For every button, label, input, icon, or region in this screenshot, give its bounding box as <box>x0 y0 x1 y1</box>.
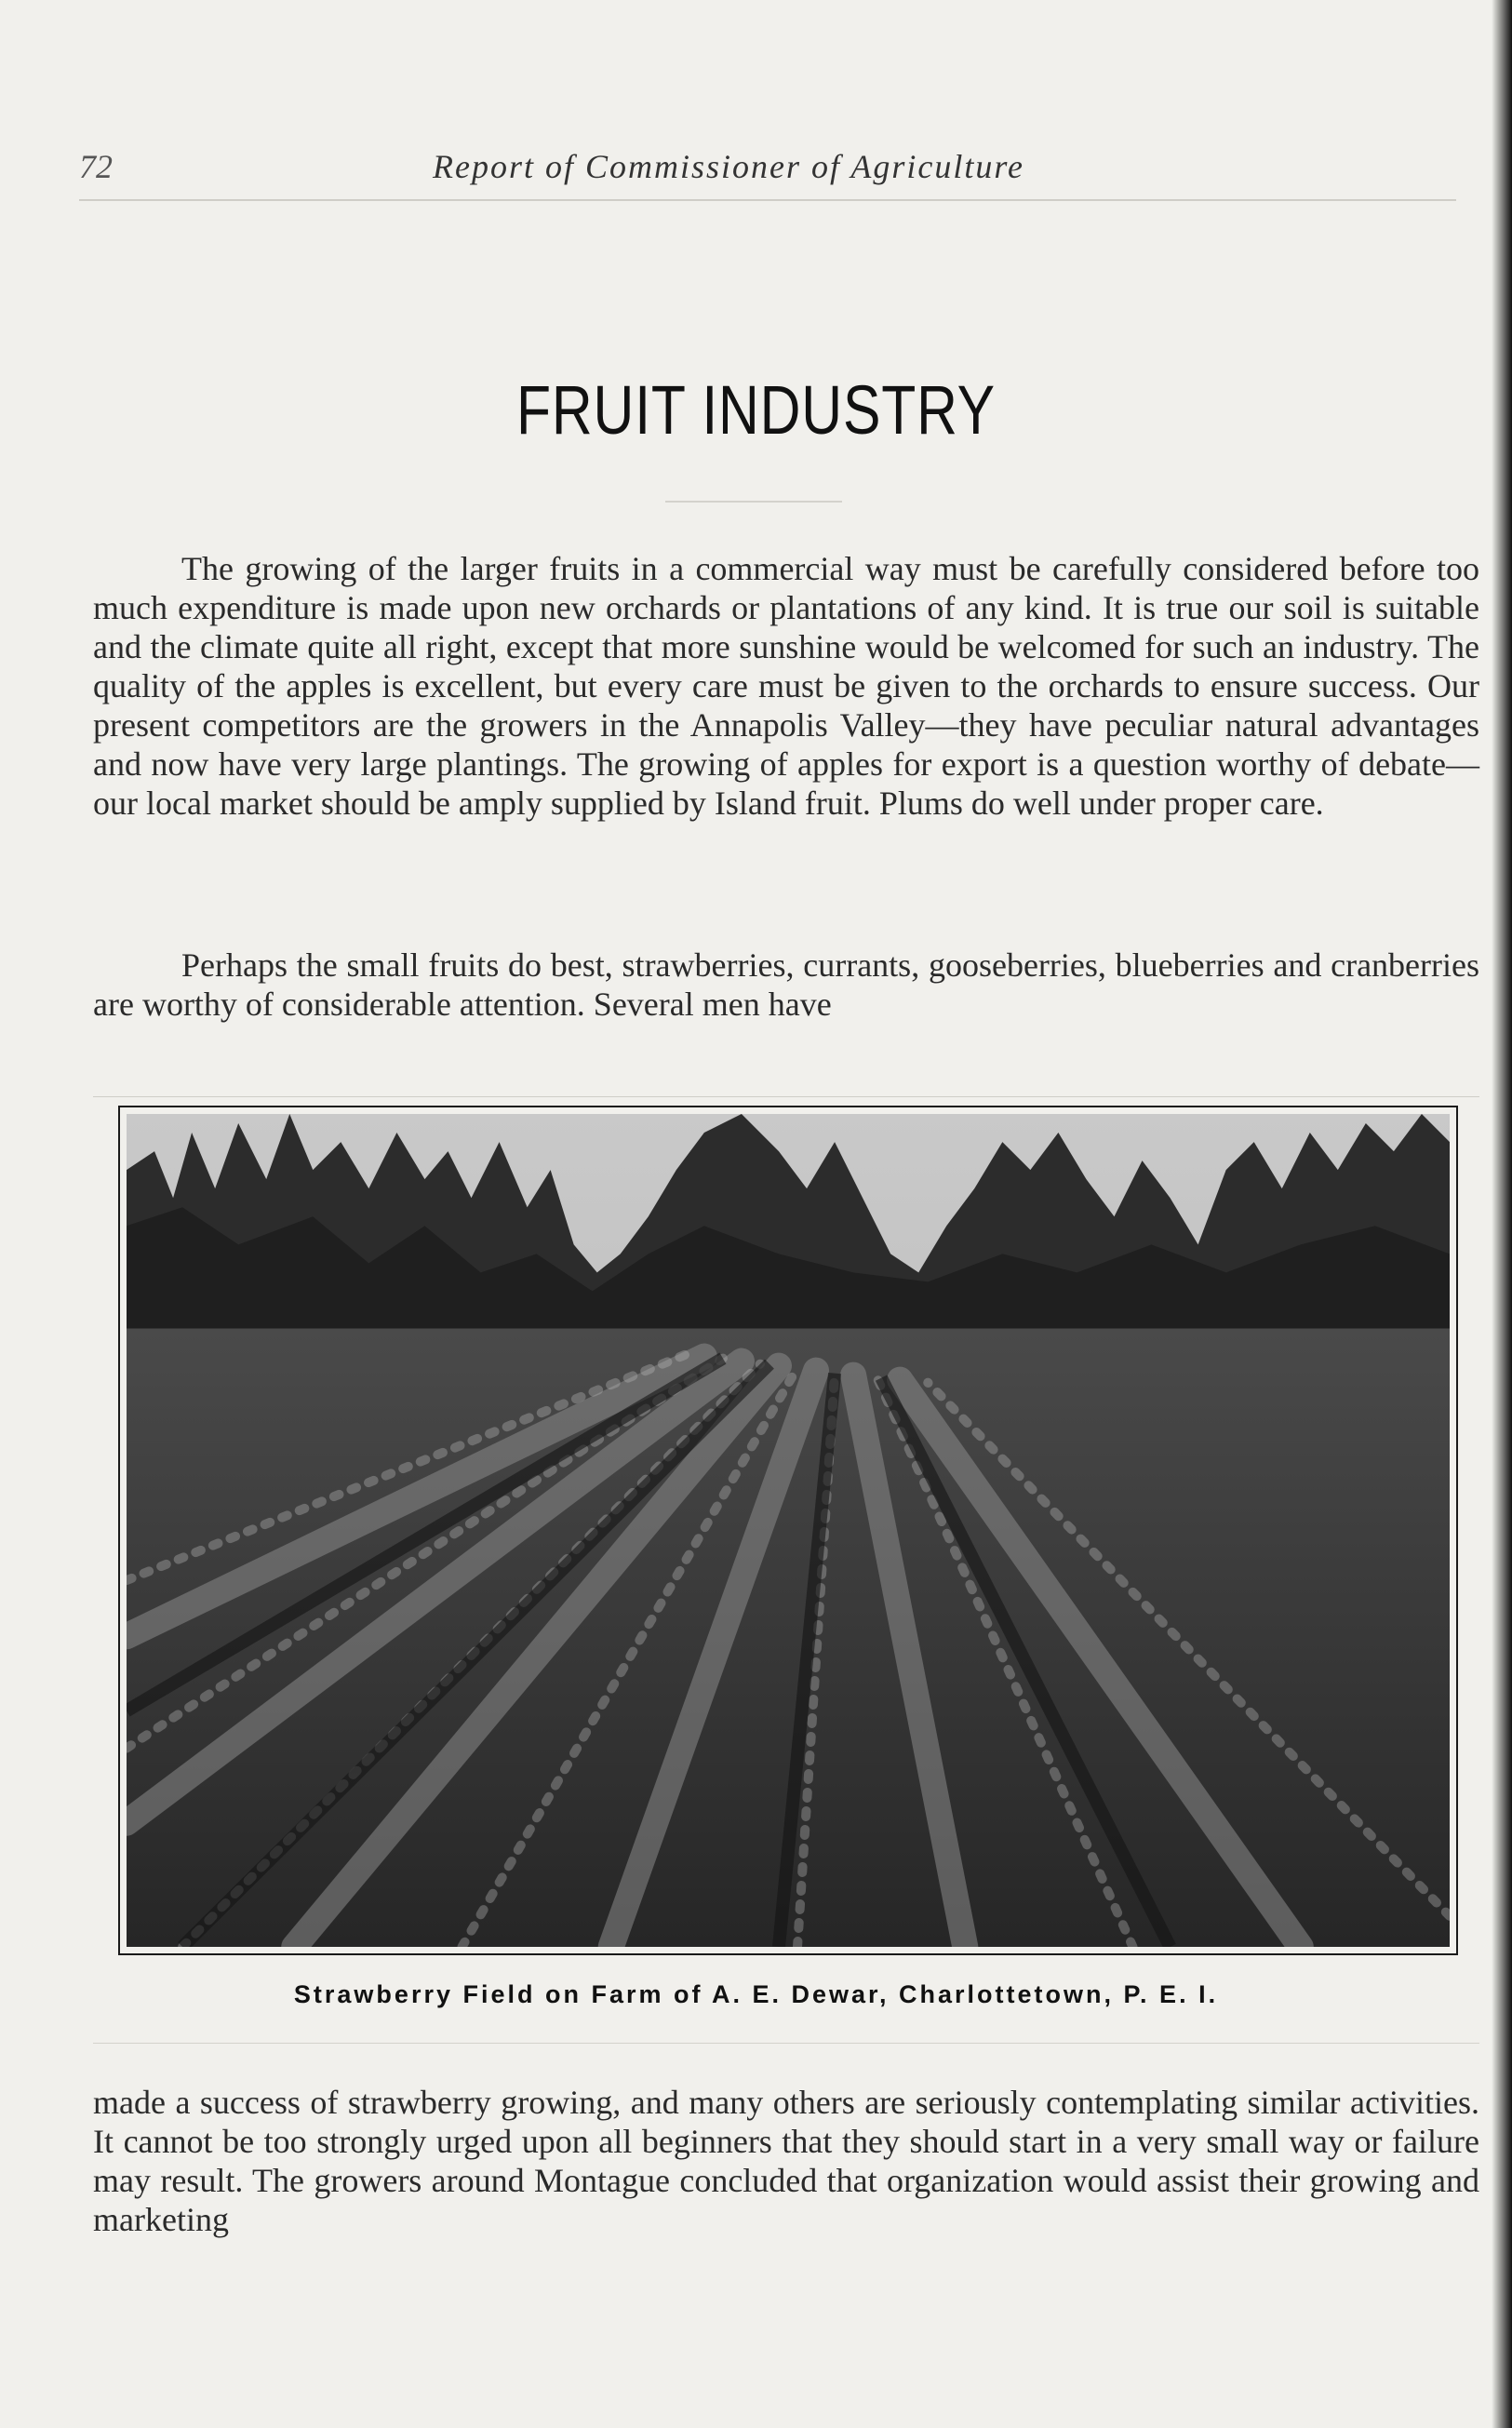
running-title: Report of Commissioner of Agriculture <box>433 148 1024 185</box>
photo-caption: Strawberry Field on Farm of A. E. Dewar, Charlottetown, P. E. I. <box>293 1980 1219 2008</box>
paragraph-3: made a success of strawberry growing, and many others are seriously contemplating similar activities. It cannot be too strongly urged upon all beginners that they should start in a very small way or failure may result. The growers around Montague concluded that organization would assist their growing and marketing <box>93 2084 1479 2238</box>
header-divider <box>79 199 1456 201</box>
page-edge-shadow <box>1492 0 1512 2428</box>
paragraph-1: The growing of the larger fruits in a commercial way must be carefully considered before too much expenditure is made upon new orchards or plantations of any kind. It is true our soil is suitable and the climate quite all right, except that more sunshine would be welcomed for such an industry. The quality of the apples is excellent, but every care must be given to the orchards to ensure success. Our present competitors are the growers in the Annapolis Valley—they have peculiar natural advantages and now have very large plantings. The growing of apples for export is a question worthy of debate—our local market should be amply supplied by Island fruit. Plums do well under proper care. <box>93 550 1479 822</box>
photo-top-divider <box>93 1096 1479 1097</box>
running-head <box>79 147 1456 194</box>
chapter-title: FRUIT INDUSTRY <box>516 371 996 449</box>
paragraph-2: Perhaps the small fruits do best, strawberries, currants, gooseberries, blueberries and cranberries are worthy of considerable attention. Several men have <box>93 946 1479 1023</box>
strawberry-field-photo <box>118 1106 1458 1955</box>
page-number: 72 <box>79 148 113 185</box>
photo-illustration <box>127 1114 1450 1947</box>
caption-divider <box>93 2043 1479 2044</box>
title-divider <box>665 501 842 503</box>
